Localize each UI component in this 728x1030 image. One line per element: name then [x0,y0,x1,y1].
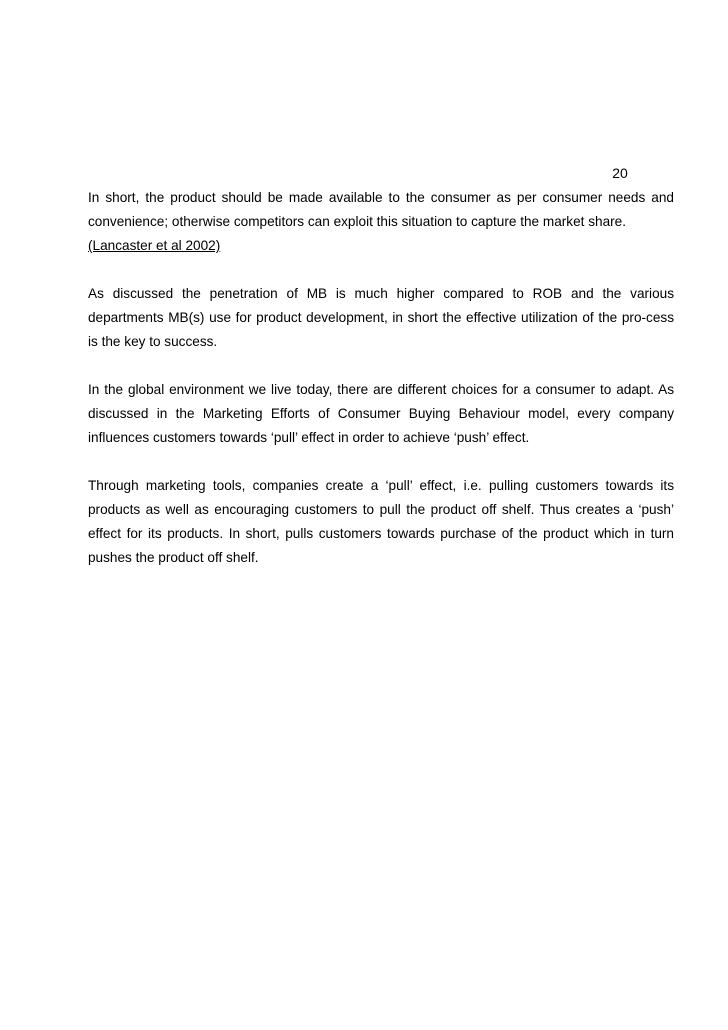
paragraph-4: Through marketing tools, companies create a ‘pull’ effect, i.e. pulling customers towards its products as well as encouraging customers to pull the product off shelf. Thus creates a ‘push’ effect for its products. In short, pulls customers towards purchase of the product which in turn pushes the product off shelf. [88,478,674,565]
paragraph-3: In the global environment we live today, there are different choices for a consumer to adapt. As discussed in the Marketing Efforts of Consumer Buying Behaviour model, every company influences customers towards ‘pull’ effect in order to achieve ‘push’ effect. [88,382,674,445]
page-body [88,186,674,570]
paragraph-1-text: In short, the product should be made available to the consumer as per consumer needs and convenience; otherwise competitors can exploit this situation to capture the market share. [88,190,674,229]
paragraph-2: As discussed the penetration of MB is much higher compared to ROB and the various departments MB(s) use for product development, in short the effective utilization of the pro-cess is the key to success. [88,286,674,349]
page-number: 20 [612,165,628,181]
paragraph-1 [88,186,674,258]
citation-lancaster: (Lancaster et al 2002) [88,238,221,253]
